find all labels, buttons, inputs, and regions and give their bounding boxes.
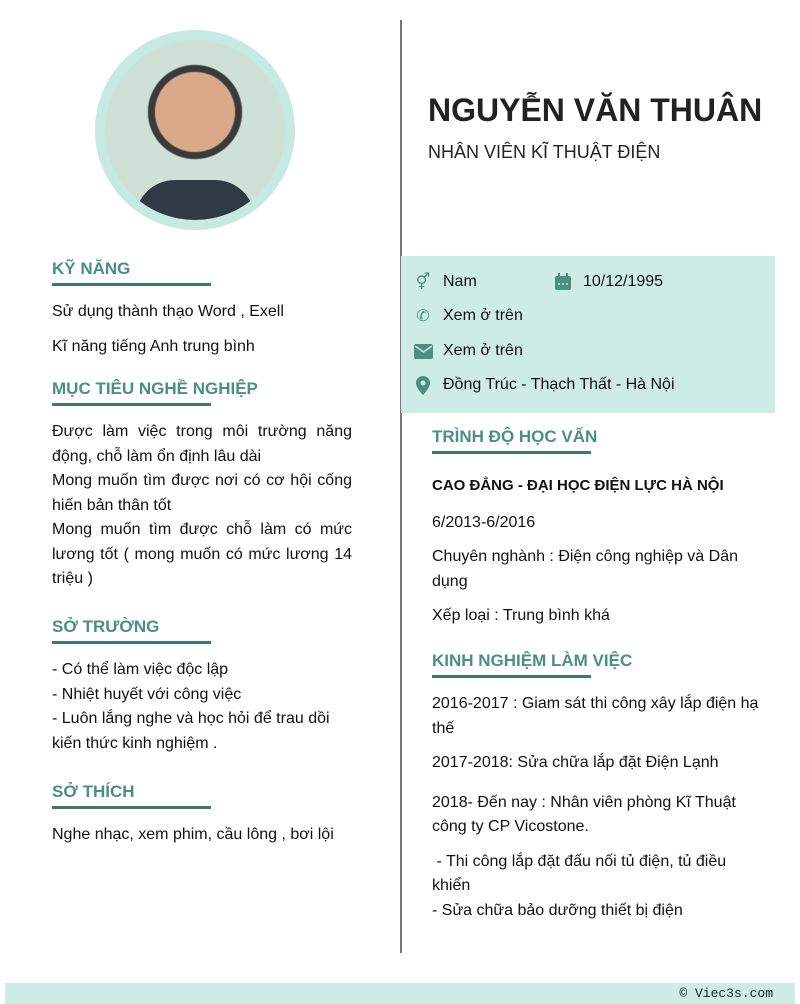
phone-value: Xem ở trên xyxy=(443,307,523,324)
section-heading: SỞ THÍCH xyxy=(52,782,211,809)
strengths-section xyxy=(52,617,352,756)
location-pin-icon xyxy=(413,375,433,395)
phone-row xyxy=(413,306,523,326)
gender-icon: ⚥ xyxy=(415,274,431,291)
strength-item: - Nhiệt huyết với công việc xyxy=(52,685,242,703)
objective-item: Được làm việc trong môi trường năng động, chỗ làm ổn định lâu dài xyxy=(52,423,352,465)
grade: Xếp loại : Trung bình khá xyxy=(432,607,610,624)
column-divider xyxy=(400,20,402,953)
email-value: Xem ở trên xyxy=(443,342,523,359)
skill-item: Sử dụng thành thạo Word , Exell xyxy=(52,303,284,320)
school-name: CAO ĐẲNG - ĐẠI HỌC ĐIỆN LỰC HÀ NỘI xyxy=(432,477,724,494)
objective-item: Mong muốn tìm được chỗ làm có mức lương tốt ( mong muốn có mức lương 14 triệu ) xyxy=(52,521,352,587)
section-heading: SỞ TRƯỜNG xyxy=(52,617,211,644)
footer-credit: © Viec3s.com xyxy=(5,983,795,1004)
candidate-name: NGUYỄN VĂN THUÂN xyxy=(428,92,763,128)
dob-row xyxy=(553,272,663,292)
section-heading: TRÌNH ĐỘ HỌC VẤN xyxy=(432,427,591,454)
strength-item: - Luôn lắng nghe và học hỏi để trau dồi kiến thức kinh nghiệm . xyxy=(52,710,330,752)
hobbies-text: Nghe nhạc, xem phim, cầu lông , bơi lội xyxy=(52,826,334,843)
strength-item: - Có thể làm việc độc lập xyxy=(52,661,229,678)
contact-panel xyxy=(401,256,775,413)
major: Chuyên nghành : Điện công nghiệp và Dân dụng xyxy=(432,548,738,590)
experience-section xyxy=(432,651,762,923)
experience-item: 2016-2017 : Giam sát thi công xây lắp điện hạ thế xyxy=(432,695,759,737)
address-value: Đồng Trúc - Thạch Thất - Hà Nội xyxy=(443,376,675,393)
gender-row xyxy=(413,272,477,292)
objective-item: Mong muốn tìm được nơi có cơ hội cống hiến bản thân tốt xyxy=(52,472,352,514)
objective-section xyxy=(52,379,352,592)
calendar-icon xyxy=(553,272,573,292)
duty-item: - Thi công lắp đặt đấu nối tủ điện, tủ điều khiển xyxy=(432,852,731,894)
envelope-icon xyxy=(413,341,433,361)
phone-icon: ✆ xyxy=(416,308,430,325)
education-section xyxy=(432,427,762,629)
section-heading: KINH NGHIỆM LÀM VIỆC xyxy=(432,651,591,678)
dob-value: 10/12/1995 xyxy=(583,273,664,290)
candidate-role: NHÂN VIÊN KĨ THUẬT ĐIỆN xyxy=(428,142,661,162)
hobbies-section xyxy=(52,782,352,848)
section-heading: KỸ NĂNG xyxy=(52,259,211,286)
email-row xyxy=(413,341,523,361)
skills-section xyxy=(52,259,352,359)
experience-item: 2017-2018: Sửa chữa lắp đặt Điện Lạnh xyxy=(432,754,719,771)
study-period: 6/2013-6/2016 xyxy=(432,513,536,531)
section-heading: MỤC TIÊU NGHỀ NGHIỆP xyxy=(52,379,211,406)
duty-item: - Sửa chữa bảo dưỡng thiết bị điện xyxy=(432,901,683,919)
experience-item: 2018- Đến nay : Nhân viên phòng Kĩ Thuật công ty CP Vicostone. xyxy=(432,793,736,835)
skill-item: Kĩ năng tiếng Anh trung bình xyxy=(52,337,255,355)
profile-photo xyxy=(95,30,295,230)
address-row xyxy=(413,375,675,395)
gender-value: Nam xyxy=(443,273,477,290)
